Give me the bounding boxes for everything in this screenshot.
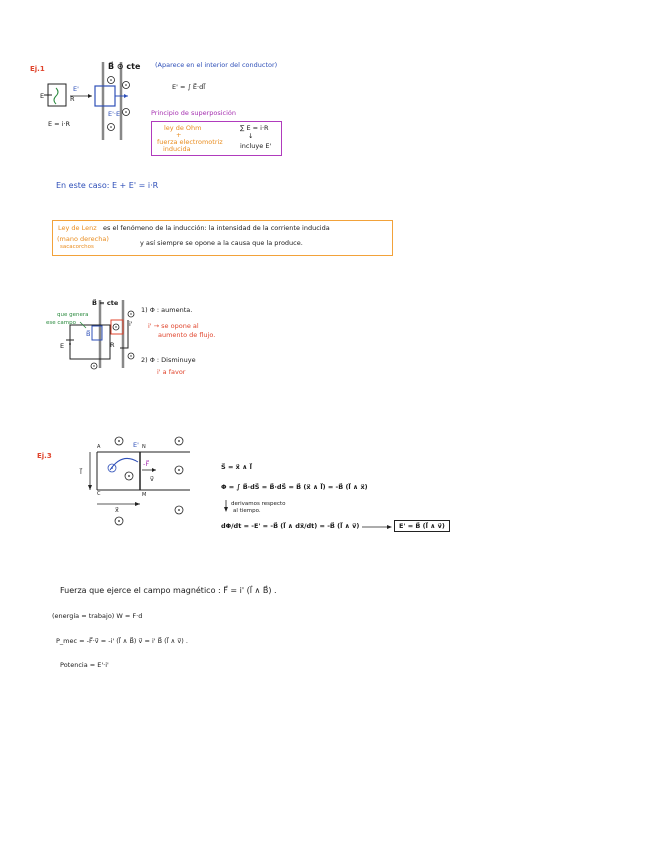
ej3-eq-4: dΦ/dt = -E' = -B⃗ (l⃗ ∧ dx⃗/dt) = -B⃗ (l⃗ ∧ v⃗) bbox=[221, 522, 360, 530]
lenz-subtitle-2: sacacorchos bbox=[60, 244, 94, 250]
ej1-emf-integral: E' = ∫ E⃗·dl⃗ bbox=[172, 83, 206, 91]
ej3-eprime: E' bbox=[133, 441, 139, 449]
ej2-R-label: R bbox=[110, 341, 115, 349]
lenz-line-1: es el fenómeno de la inducción: la intensidad de la corriente inducida bbox=[103, 224, 330, 232]
ej3-eq-boxed: E' = B⃗ (l⃗ ∧ v⃗) bbox=[394, 520, 450, 532]
ej2-B-label: B⃗ bbox=[86, 330, 91, 338]
ej3-f-label: -F⃗ bbox=[143, 460, 150, 468]
lenz-subtitle-1: (mano derecha) bbox=[57, 235, 109, 243]
ej3-side-x: x⃗ bbox=[115, 506, 119, 514]
lenz-title: Ley de Lenz bbox=[58, 224, 97, 232]
bottom-line-3: P_mec = -F⃗·v⃗ = -i' (l⃗ ∧ B⃗) v⃗ = i' B⃗ (l⃗ ∧ v⃗) . bbox=[56, 637, 188, 645]
ej1-box-right-1: ∑ E = i·R bbox=[240, 124, 269, 132]
ej3-side-l: l⃗ bbox=[80, 468, 82, 476]
bottom-line-4: Potencia = E'·i' bbox=[60, 661, 109, 669]
ej3-corner-C: C bbox=[97, 491, 101, 497]
ej1-box-left-4: inducida bbox=[163, 145, 191, 153]
ej3-corner-A: A bbox=[97, 444, 101, 450]
ej3-label: Ej.3 bbox=[37, 452, 52, 460]
ej2-item-1: 1) Φ : aumenta. bbox=[141, 306, 193, 314]
ej2-item-2-red: i' a favor bbox=[157, 368, 186, 376]
ej3-eq-2: Φ = ∫ B⃗·dS⃗ = B⃗·dS⃗ = B⃗ (x⃗ ∧ l⃗) = -B⃗ (l⃗ ∧ x⃗) bbox=[221, 483, 368, 491]
ej1-label: Ej.1 bbox=[30, 65, 45, 73]
ej3-eq-1: S⃗ = x⃗ ∧ l⃗ bbox=[221, 463, 252, 471]
ej1-note-conductor: (Aparece en el interior del conductor) bbox=[155, 61, 278, 69]
ej3-eq-3-1: derivamos respecto bbox=[231, 501, 286, 507]
ej2-iprime: i' bbox=[129, 320, 133, 328]
ej1-eprime-label: E'·E bbox=[108, 110, 121, 118]
ej3-eq-3-2: al tiempo. bbox=[233, 508, 261, 514]
ej1-box-right-3: incluye E' bbox=[240, 142, 272, 150]
lenz-line-2: y así siempre se opone a la causa que la produce. bbox=[140, 239, 303, 247]
ej2-item-1-red-1: i' → se opone al bbox=[148, 322, 199, 330]
ej2-item-1-red-2: aumento de flujo. bbox=[158, 331, 216, 339]
ej3-corner-N: N bbox=[142, 444, 146, 450]
ej1-superposition-title: Principio de superposición bbox=[151, 109, 237, 117]
ej1-circuit-R: R bbox=[70, 95, 75, 103]
ej1-field-label: B⃗ ⊙ cte bbox=[108, 62, 141, 71]
ej1-box-right-2: ↓ bbox=[248, 132, 254, 140]
ej2-E-label: E bbox=[60, 342, 65, 350]
ej1-ohm: E = i·R bbox=[48, 120, 71, 128]
ej1-circuit-Eprime: E' bbox=[73, 85, 79, 93]
ej3-v-label: v⃗ bbox=[150, 475, 154, 483]
ej1-case-equation: En este caso: E + E' = i·R bbox=[56, 181, 159, 190]
ej1-circuit-E: E bbox=[40, 92, 45, 100]
ej2-green-1: que genera bbox=[57, 312, 89, 318]
ej2-item-2: 2) Φ : Disminuye bbox=[141, 356, 196, 364]
ej1-box-left-2: + bbox=[176, 131, 182, 139]
ej1-box-left-1: ley de Ohm bbox=[164, 124, 202, 132]
ej2-green-2: ese campo bbox=[46, 320, 76, 326]
bottom-line-2: (energía = trabajo) W = F·d bbox=[52, 612, 143, 620]
ej1-box-left-3: fuerza electromotriz bbox=[157, 138, 223, 146]
ej3-corner-M: M bbox=[142, 492, 147, 498]
ej2-field-label: B⃗ = cte bbox=[92, 299, 119, 307]
bottom-line-1: Fuerza que ejerce el campo magnético : F⃗ = i' (l⃗ ∧ B⃗) . bbox=[60, 586, 277, 595]
